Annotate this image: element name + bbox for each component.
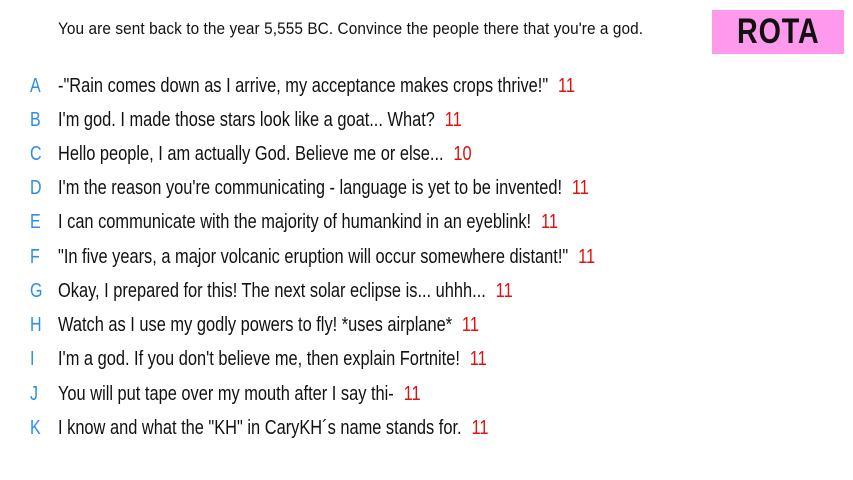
response-score: 10	[453, 143, 472, 165]
response-letter: F	[30, 246, 40, 268]
response-row-f	[0, 246, 853, 276]
response-score: 11	[469, 348, 487, 370]
response-letter: E	[30, 211, 41, 233]
response-text: I'm the reason you're communicating - language is yet to be invented!	[58, 177, 563, 199]
response-letter: C	[30, 143, 42, 165]
response-text: Watch as I use my godly powers to fly! *uses airplane*	[58, 314, 453, 336]
response-row-a	[0, 75, 853, 105]
response-letter: J	[30, 383, 38, 405]
response-line	[58, 143, 472, 166]
response-row-b	[0, 109, 853, 139]
rota-badge	[712, 10, 844, 54]
response-text: Okay, I prepared for this! The next solar eclipse is... uhhh...	[58, 280, 486, 302]
response-row-e	[0, 211, 853, 241]
response-letter: A	[30, 75, 41, 97]
response-score: 11	[571, 177, 589, 199]
response-score: 11	[461, 314, 479, 336]
response-letter: B	[30, 109, 41, 131]
response-line	[58, 280, 513, 303]
response-letter: G	[30, 280, 43, 302]
response-line	[58, 417, 488, 440]
response-row-k	[0, 417, 853, 447]
response-text: -"Rain comes down as I arrive, my acceptance makes crops thrive!"	[58, 75, 549, 97]
response-line	[58, 75, 575, 98]
badge-label: ROTA	[736, 12, 820, 51]
response-line	[58, 211, 558, 234]
response-text: I can communicate with the majority of humankind in an eyeblink!	[58, 211, 532, 233]
response-letter: H	[30, 314, 42, 336]
response-text: Hello people, I am actually God. Believe me or else...	[58, 143, 444, 165]
response-line	[58, 177, 589, 200]
response-text: I'm god. I made those stars look like a goat... What?	[58, 109, 435, 131]
response-text: You will put tape over my mouth after I say thi-	[58, 383, 394, 405]
prompt-text: You are sent back to the year 5,555 BC. Convince the people there that you're a god.	[58, 20, 644, 38]
response-row-i	[0, 348, 853, 378]
response-score: 11	[495, 280, 513, 302]
response-line	[58, 246, 595, 269]
response-letter: K	[30, 417, 41, 439]
response-row-g	[0, 280, 853, 310]
response-row-c	[0, 143, 853, 173]
response-line	[58, 383, 421, 406]
response-score: 11	[540, 211, 558, 233]
response-text: I know and what the "KH" in CaryKH´s name stands for.	[58, 417, 462, 439]
response-row-d	[0, 177, 853, 207]
response-line	[58, 314, 479, 337]
response-line	[58, 348, 487, 371]
response-letter: I	[30, 348, 35, 370]
response-row-j	[0, 383, 853, 413]
response-score: 11	[578, 246, 596, 268]
response-text: "In five years, a major volcanic eruption will occur somewhere distant!"	[58, 246, 569, 268]
response-row-h	[0, 314, 853, 344]
response-text: I'm a god. If you don't believe me, then explain Fortnite!	[58, 348, 460, 370]
response-score: 11	[403, 383, 421, 405]
response-line	[58, 109, 462, 132]
response-score: 11	[444, 109, 462, 131]
response-letter: D	[30, 177, 42, 199]
response-score: 11	[558, 75, 576, 97]
response-score: 11	[471, 417, 489, 439]
